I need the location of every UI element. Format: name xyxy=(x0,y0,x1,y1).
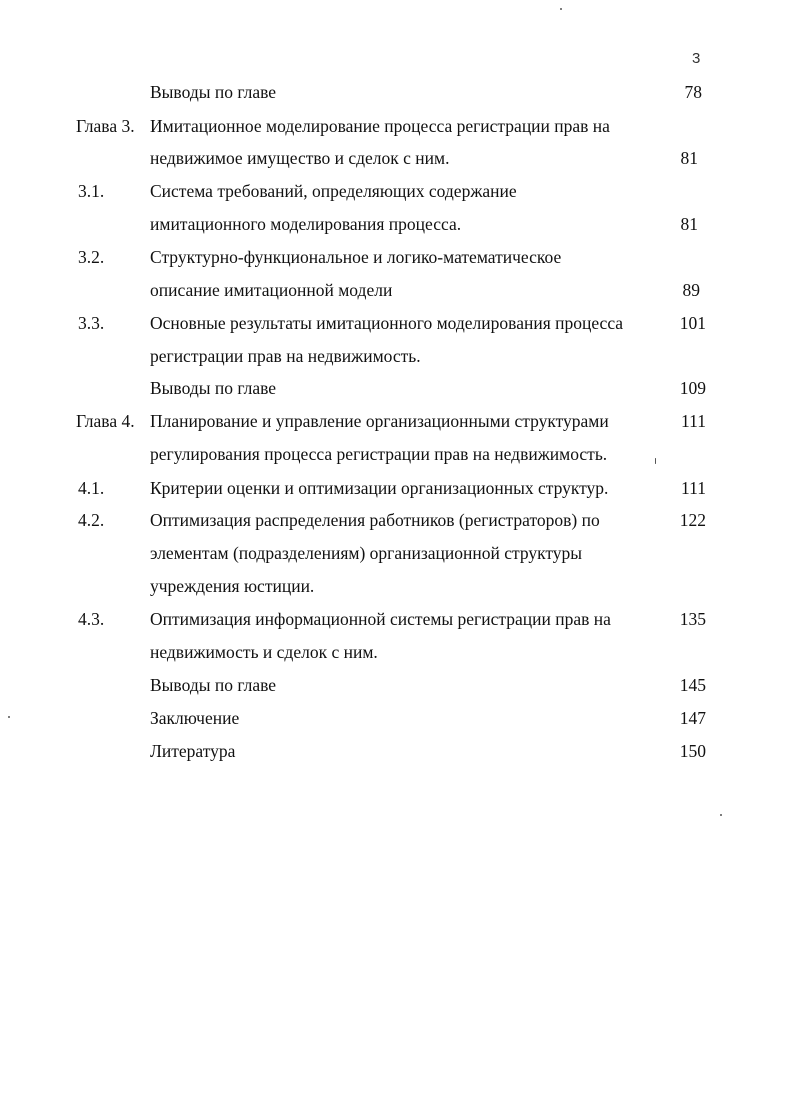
page-number: 3 xyxy=(692,50,701,67)
scan-speck xyxy=(560,8,562,10)
toc-entry-number: 4.2. xyxy=(78,510,105,530)
toc-entry-page: 78 xyxy=(684,82,702,102)
toc-entry-page: 109 xyxy=(679,378,706,398)
scan-speck xyxy=(8,716,10,718)
toc-entry-title: Имитационное моделирование процесса регистрации прав на xyxy=(150,116,610,136)
scan-speck xyxy=(655,458,656,464)
toc-entry-page: 101 xyxy=(679,313,706,333)
toc-entry-title: Выводы по главе xyxy=(150,675,277,695)
toc-entry-title: имитационного моделирования процесса. xyxy=(150,214,462,234)
toc-entry-title: описание имитационной модели xyxy=(150,280,393,300)
toc-entry-number: 3.1. xyxy=(78,181,105,201)
toc-entry-title: Выводы по главе xyxy=(150,82,277,102)
toc-entry-title: Система требований, определяющих содержание xyxy=(150,181,517,201)
toc-entry-page: 150 xyxy=(679,741,706,761)
toc-entry-title: Оптимизация распределения работников (регистраторов) по xyxy=(150,510,600,530)
toc-entry-number: Глава 4. xyxy=(76,411,135,431)
toc-entry-title: Выводы по главе xyxy=(150,378,277,398)
toc-entry-title: Заключение xyxy=(150,708,240,728)
toc-entry-title: недвижимое имущество и сделок с ним. xyxy=(150,148,450,168)
toc-entry-page: 81 xyxy=(680,214,698,234)
toc-entry-number: 4.1. xyxy=(78,478,105,498)
toc-entry-title: Оптимизация информационной системы регистрации прав на xyxy=(150,609,611,629)
toc-entry-page: 122 xyxy=(679,510,706,530)
toc-entry-number: 3.2. xyxy=(78,247,105,267)
toc-entry-title: элементам (подразделениям) организационной структуры xyxy=(150,543,583,563)
toc-entry-number: 4.3. xyxy=(78,609,105,629)
toc-entry-title: Основные результаты имитационного моделирования процесса xyxy=(150,313,624,333)
scan-speck xyxy=(720,814,722,816)
toc-entry-title: регулирования процесса регистрации прав на недвижимость. xyxy=(150,444,608,464)
toc-entry-page: 111 xyxy=(681,411,706,431)
toc-entry-page: 89 xyxy=(682,280,700,300)
toc-entry-title: Литература xyxy=(150,741,236,761)
toc-entry-page: 81 xyxy=(680,148,698,168)
toc-entry-title: недвижимость и сделок с ним. xyxy=(150,642,378,662)
toc-entry-title: учреждения юстиции. xyxy=(150,576,315,596)
toc-entry-title: Структурно-функциональное и логико-математическое xyxy=(150,247,562,267)
toc-entry-page: 147 xyxy=(679,708,706,728)
toc-entry-title: Планирование и управление организационными структурами xyxy=(150,411,609,431)
toc-entry-page: 111 xyxy=(681,478,706,498)
toc-entry-number: Глава 3. xyxy=(76,116,135,136)
toc-entry-title: Критерии оценки и оптимизации организационных структур. xyxy=(150,478,609,498)
toc-entry-title: регистрации прав на недвижимость. xyxy=(150,346,421,366)
toc-entry-page: 135 xyxy=(679,609,706,629)
toc-entry-number: 3.3. xyxy=(78,313,105,333)
toc-entry-page: 145 xyxy=(679,675,706,695)
